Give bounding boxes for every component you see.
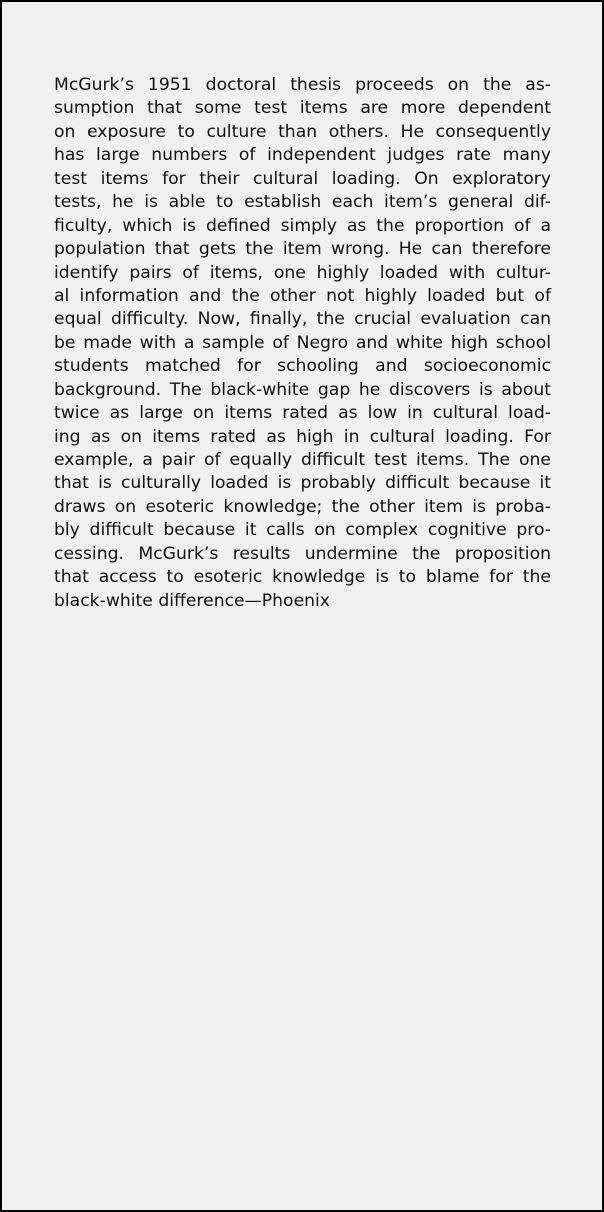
passage-line: that is culturally loaded is probably difficult because it [54,473,551,494]
passage-line: background. The black-white gap he discovers is about [54,379,551,400]
passage-line: that access to esoteric knowledge is to blame for the [54,567,551,588]
passage-line: sumption that some test items are more dependent [54,98,551,119]
passage-line: draws on esoteric knowledge; the other item is proba- [54,496,551,517]
passage-line: students matched for schooling and socioeconomic [54,356,551,377]
passage-line: on exposure to culture than others. He consequently [54,121,551,142]
passage-line: be made with a sample of Negro and white high school [54,332,551,353]
passage-line: identify pairs of items, one highly loaded with cultur- [54,262,551,283]
passage-line: example, a pair of equally difficult test items. The one [54,450,551,470]
passage-line: tests, he is able to establish each item’s general dif- [54,192,551,213]
passage-line: bly difficult because it calls on complex cognitive pro- [54,520,551,541]
passage-line: test items for their cultural loading. On exploratory [54,168,551,189]
passage-line: al information and the other not highly loaded but of [54,285,551,306]
passage-line: has large numbers of independent judges rate many [54,145,551,166]
passage-line: McGurk’s 1951 doctoral thesis proceeds on the as- [54,75,551,95]
passage-text [54,74,551,613]
passage-line: cessing. McGurk’s results undermine the proposition [54,543,551,564]
passage-line: twice as large on items rated as low in cultural load- [54,403,551,424]
passage-line: equal difficulty. Now, finally, the crucial evaluation can [54,309,551,330]
passage-line: black-white difference—Phoenix [54,590,330,611]
passage-line: ing as on items rated as high in cultural loading. For [54,426,551,447]
passage-line: population that gets the item wrong. He can therefore [54,239,551,260]
passage-line: ficulty, which is defined simply as the proportion of a [54,215,551,236]
